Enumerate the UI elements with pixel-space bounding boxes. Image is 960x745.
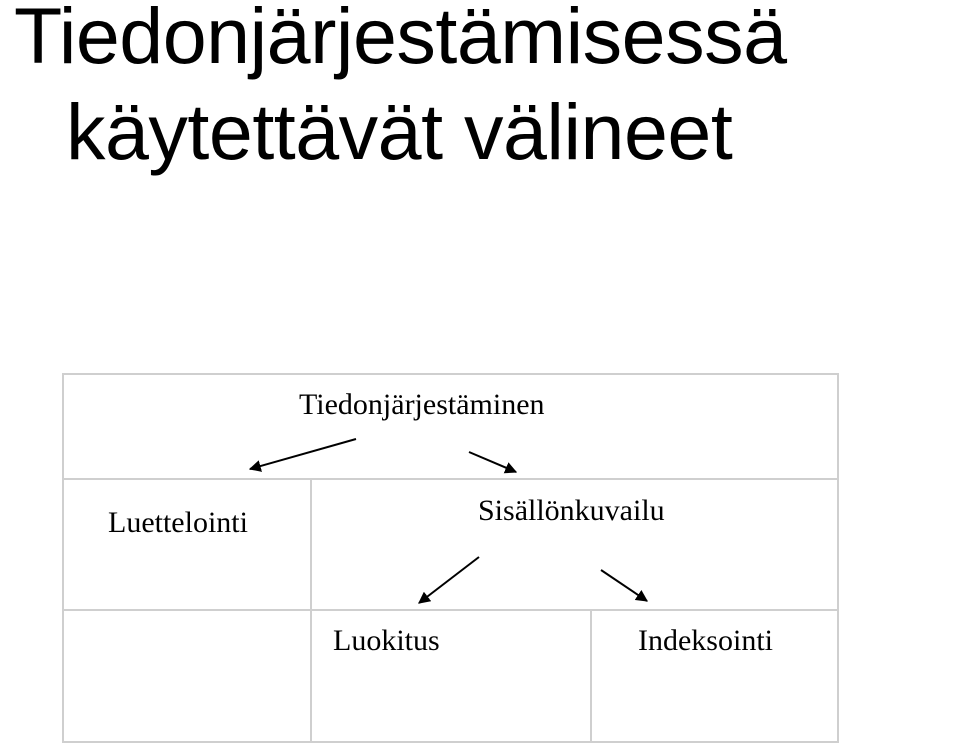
node-luettelointi: Luettelointi (108, 506, 248, 539)
arrow-root-to-luettelointi (250, 439, 356, 469)
title-line-1: Tiedonjärjestämisessä (14, 0, 787, 80)
arrow-sisallonkuvailu-to-indeksointi (601, 570, 647, 601)
node-luokitus: Luokitus (333, 624, 440, 657)
diagram-frame (63, 374, 838, 742)
arrow-sisallonkuvailu-to-luokitus (419, 557, 479, 603)
node-tiedonjarjestaminen: Tiedonjärjestäminen (299, 388, 545, 421)
title-line-2: käytettävät välineet (66, 87, 733, 176)
node-indeksointi: Indeksointi (638, 624, 773, 657)
node-sisallonkuvailu: Sisällönkuvailu (478, 494, 665, 527)
arrow-root-to-sisallonkuvailu (469, 452, 516, 472)
